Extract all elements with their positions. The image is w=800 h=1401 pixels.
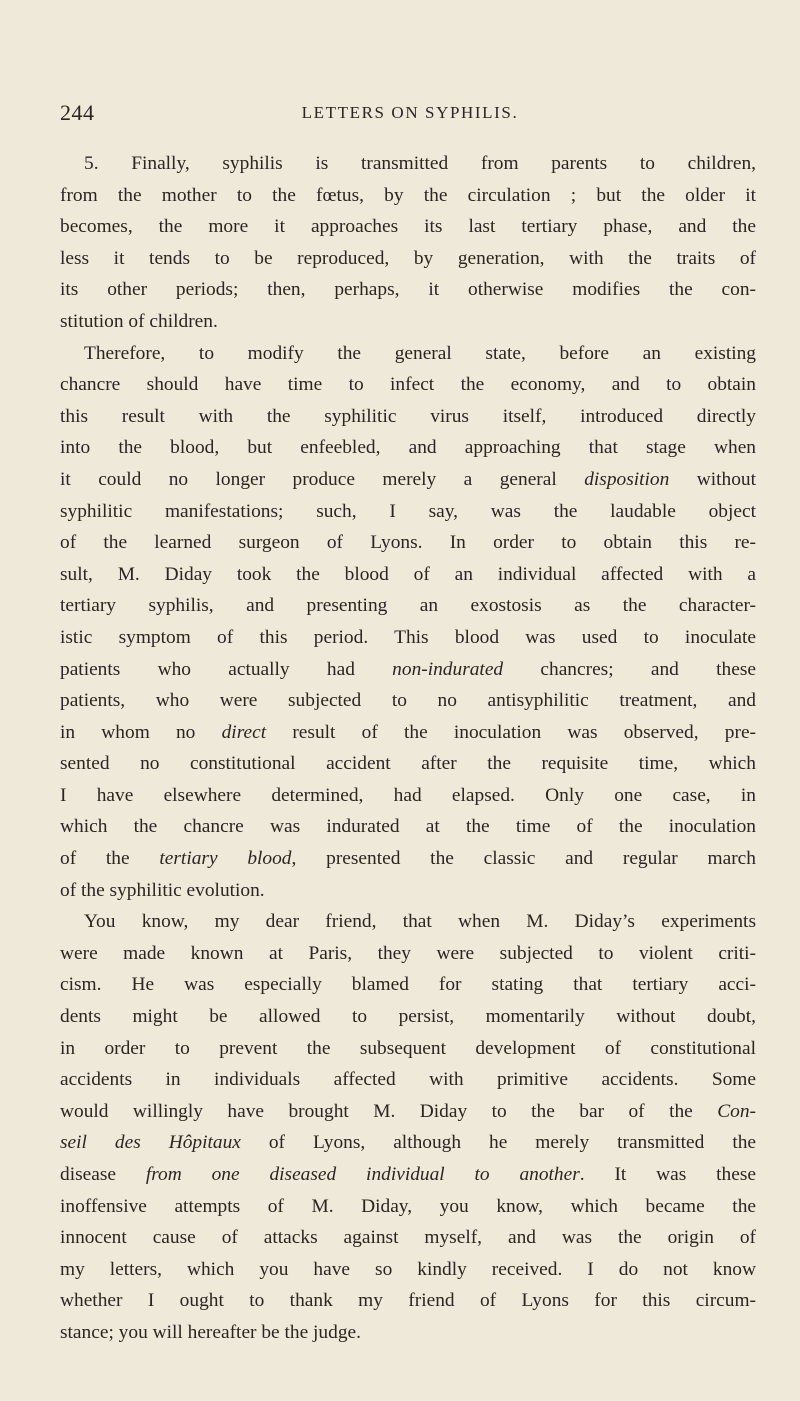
text-line <box>60 622 756 654</box>
text-line <box>60 464 756 496</box>
text-segment: sented no constitutional accident after the requisite time, which <box>60 753 756 775</box>
text-segment: patients, who were subjected to no antisyphilitic treatment, and <box>60 690 756 712</box>
page-number: 244 <box>60 100 95 125</box>
text-segment: in order to prevent the subsequent development of constitutional <box>60 1037 756 1059</box>
text-line <box>60 1096 756 1128</box>
italic-text: tertiary blood <box>159 848 292 870</box>
text-line <box>60 1191 756 1223</box>
text-line <box>60 496 756 528</box>
text-segment: cism. He was especially blamed for stating that tertiary acci- <box>60 974 756 996</box>
text-segment: , presented the classic and regular march <box>291 848 756 870</box>
text-segment: of the learned surgeon of Lyons. In order to obtain this re- <box>60 532 756 554</box>
text-segment: stance; you will hereafter be the judge. <box>60 1321 361 1343</box>
text-segment: chancres; and these <box>503 658 756 680</box>
italic-text: Con- <box>717 1100 756 1122</box>
text-line <box>60 338 756 370</box>
text-line <box>60 1254 756 1286</box>
text-line <box>60 401 756 433</box>
text-line <box>60 1285 756 1317</box>
text-segment: this result with the syphilitic virus itself, introduced directly <box>60 405 756 427</box>
text-segment: less it tends to be reproduced, by generation, with the traits of <box>60 247 756 269</box>
text-line <box>60 1127 756 1159</box>
text-line <box>60 875 756 907</box>
text-segment: into the blood, but enfeebled, and approaching that stage when <box>60 437 756 459</box>
text-segment: its other periods; then, perhaps, it otherwise modifies the con- <box>60 279 756 301</box>
text-line <box>60 906 756 938</box>
text-line <box>60 274 756 306</box>
body-text <box>60 148 756 1349</box>
text-line <box>60 1033 756 1065</box>
text-segment: sult, M. Diday took the blood of an individual affected with a <box>60 563 756 585</box>
text-segment: without <box>669 468 756 490</box>
text-segment: . It was these <box>579 1164 756 1185</box>
text-segment: Therefore, to modify the general state, before an existing <box>84 342 756 364</box>
text-line <box>60 211 756 243</box>
text-line <box>60 811 756 843</box>
running-head <box>60 100 760 134</box>
text-segment: stitution of children. <box>60 310 218 332</box>
italic-text: seil des Hôpitaux <box>60 1132 241 1154</box>
text-segment: in whom no <box>60 721 222 743</box>
text-segment: dents might be allowed to persist, momentarily without doubt, <box>60 1006 756 1028</box>
text-segment: 5. Finally, syphilis is transmitted from parents to children, <box>84 153 756 174</box>
text-line <box>60 685 756 717</box>
text-line <box>60 243 756 275</box>
text-line <box>60 527 756 559</box>
running-title: LETTERS ON SYPHILIS. <box>301 103 519 122</box>
text-line <box>60 180 756 212</box>
text-segment: innocent cause of attacks against myself, and was the origin of <box>60 1227 756 1249</box>
text-segment: were made known at Paris, they were subjected to violent criti- <box>60 942 756 964</box>
text-segment: which the chancre was indurated at the time of the inoculation <box>60 816 756 838</box>
text-line <box>60 1159 756 1191</box>
text-segment: would willingly have brought M. Diday to the bar of the <box>60 1100 718 1122</box>
text-line <box>60 590 756 622</box>
italic-text: non-indurated <box>392 658 504 680</box>
text-line <box>60 654 756 686</box>
text-line <box>60 148 756 180</box>
text-segment: patients who actually had <box>60 658 393 680</box>
text-line <box>60 432 756 464</box>
text-segment: whether I ought to thank my friend of Lyons for this circum- <box>60 1290 756 1312</box>
italic-text: disposition <box>584 468 670 490</box>
text-line <box>60 1317 756 1349</box>
text-segment: of Lyons, although he merely transmitted the <box>240 1132 757 1154</box>
text-segment: becomes, the more it approaches its last tertiary phase, and the <box>60 216 756 238</box>
text-segment: chancre should have time to infect the economy, and to obtain <box>60 374 756 396</box>
text-segment: istic symptom of this period. This blood was used to inoculate <box>60 626 756 648</box>
text-line <box>60 1001 756 1033</box>
text-segment: accidents in individuals affected with primitive accidents. Some <box>60 1069 756 1091</box>
italic-text: direct <box>221 721 267 743</box>
text-line <box>60 780 756 812</box>
text-segment: I have elsewhere determined, had elapsed. Only one case, in <box>60 784 756 806</box>
text-line <box>60 1222 756 1254</box>
text-line <box>60 717 756 749</box>
text-segment: result of the inoculation was observed, pre- <box>266 721 757 743</box>
italic-text: from one diseased individual to another <box>145 1164 580 1185</box>
text-line <box>60 748 756 780</box>
text-line <box>60 938 756 970</box>
text-segment: it could no longer produce merely a general <box>60 468 585 490</box>
text-line <box>60 843 756 875</box>
text-segment: from the mother to the fœtus, by the circulation ; but the older it <box>60 184 756 206</box>
text-line <box>60 969 756 1001</box>
text-segment: of the syphilitic evolution. <box>60 879 265 901</box>
text-line <box>60 369 756 401</box>
text-line <box>60 1064 756 1096</box>
text-segment: of the <box>60 848 160 870</box>
text-segment: tertiary syphilis, and presenting an exostosis as the character- <box>60 595 756 617</box>
text-segment: syphilitic manifestations; such, I say, was the laudable object <box>60 500 756 522</box>
text-segment: disease <box>60 1164 146 1185</box>
text-line <box>60 306 756 338</box>
text-segment: my letters, which you have so kindly received. I do not know <box>60 1258 756 1280</box>
text-segment: You know, my dear friend, that when M. Diday’s experiments <box>84 911 756 933</box>
text-line <box>60 559 756 591</box>
text-segment: inoffensive attempts of M. Diday, you know, which became the <box>60 1195 756 1217</box>
